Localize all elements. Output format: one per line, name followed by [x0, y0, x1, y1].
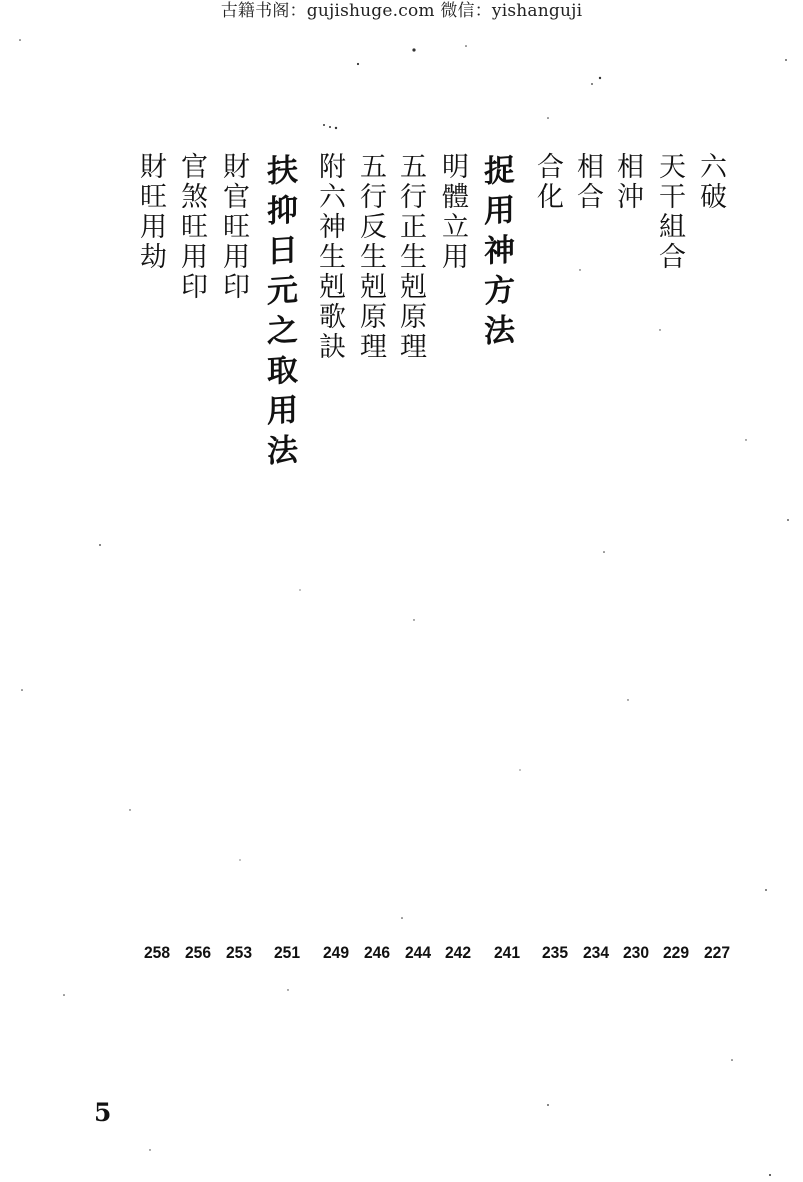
toc-section-heading-2: 扶抑日元之取用法 — [261, 152, 297, 476]
toc-entry-7-title: 明體立用 — [437, 152, 468, 272]
folio-page-number: 5 — [94, 1098, 112, 1127]
toc-entry-3-page: 230 — [622, 943, 650, 962]
toc-section-1-page: 241 — [493, 943, 521, 962]
toc-entry-13-page: 256 — [184, 943, 212, 962]
toc-entry-4-title: 相合 — [572, 152, 603, 212]
toc-entry-14-title: 財旺用劫 — [135, 152, 166, 272]
toc-entry-9-title: 五行反生剋原理 — [355, 152, 386, 362]
toc-section-2-page: 251 — [273, 943, 301, 962]
toc-entry-13-title: 官煞旺用印 — [176, 152, 207, 302]
toc-entry-7-page: 242 — [444, 943, 472, 962]
toc-entry-10-page: 249 — [322, 943, 350, 962]
toc-entry-9-page: 246 — [363, 943, 391, 962]
toc-entry-8-title: 五行正生剋原理 — [395, 152, 426, 362]
toc-section-heading-1: 捉用神方法 — [478, 152, 514, 356]
toc-entry-5-page: 235 — [541, 943, 569, 962]
toc-entry-12-title: 財官旺用印 — [218, 152, 249, 302]
toc-entry-10-title: 附六神生剋歌訣 — [314, 152, 345, 362]
toc-entry-2-title: 天干組合 — [654, 152, 685, 272]
toc-entry-12-page: 253 — [225, 943, 253, 962]
toc-entry-4-page: 234 — [582, 943, 610, 962]
toc-entry-5-title: 合化 — [532, 152, 563, 212]
toc-entry-14-page: 258 — [143, 943, 171, 962]
toc-entry-1-page: 227 — [703, 943, 731, 962]
watermark-header: 古籍书阁：gujishuge.com 微信：yishanguji — [220, 1, 583, 21]
toc-entry-3-title: 相沖 — [612, 152, 643, 212]
toc-entry-1-title: 六破 — [695, 152, 726, 212]
toc-entry-8-page: 244 — [404, 943, 432, 962]
toc-entry-2-page: 229 — [662, 943, 690, 962]
